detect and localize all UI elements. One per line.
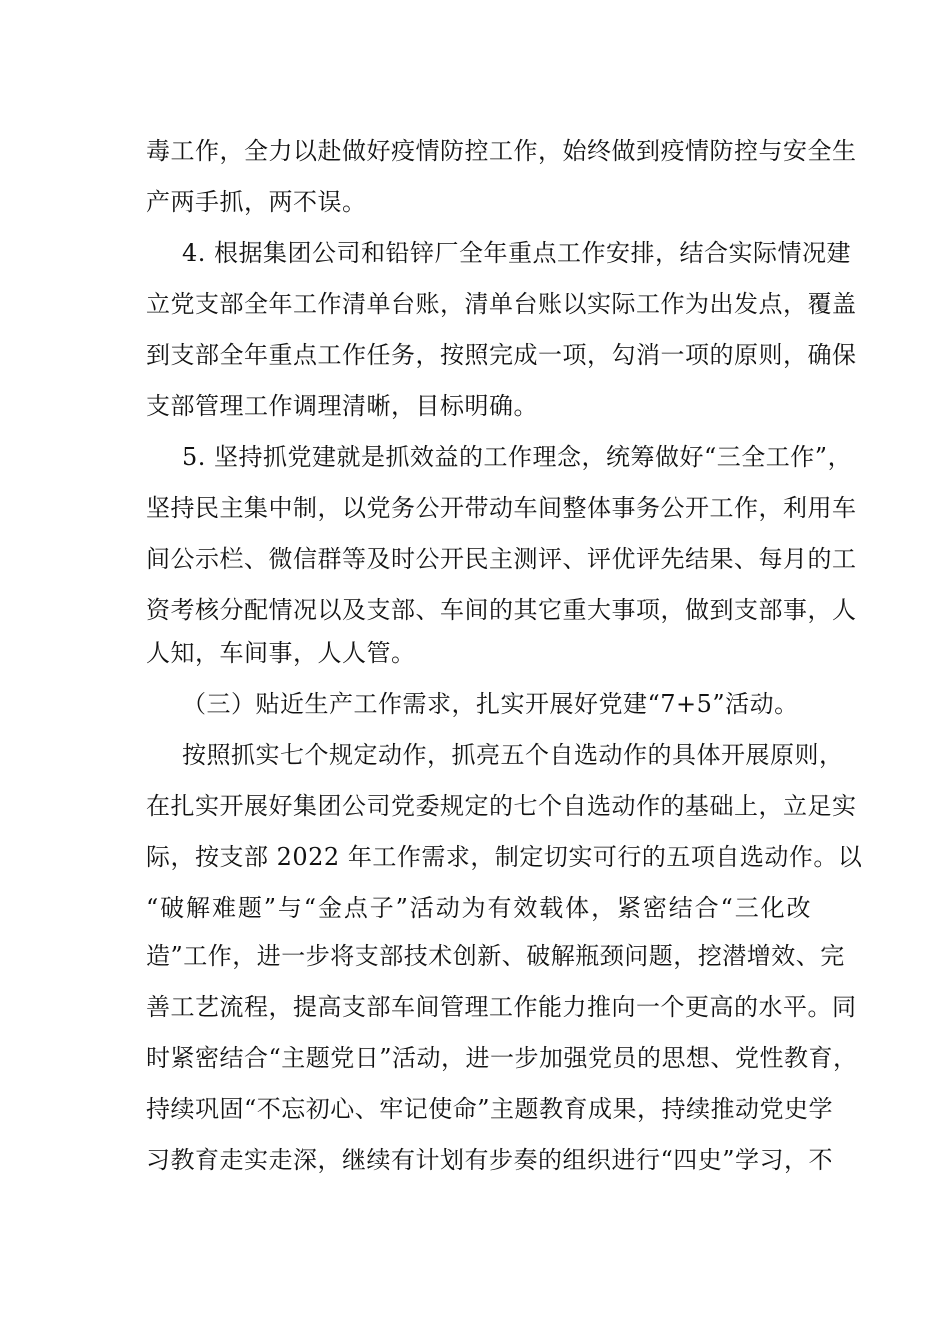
body-text-line: 人知，车间事，人人管。 xyxy=(146,639,416,667)
list-item-4-line: 4. 根据集团公司和铅锌厂全年重点工作安排，结合实际情况建 xyxy=(182,239,852,267)
body-text-line: 产两手抓，两不误。 xyxy=(146,188,367,216)
body-text-line: 在扎实开展好集团公司党委规定的七个自选动作的基础上，立足实 xyxy=(146,792,857,820)
body-text-line: 到支部全年重点工作任务，按照完成一项，勾消一项的原则，确保 xyxy=(146,341,857,369)
body-text-line: 毒工作，全力以赴做好疫情防控工作，始终做到疫情防控与安全生 xyxy=(146,137,857,165)
body-text-line: “破解难题”与“金点子”活动为有效载体，紧密结合“三化改 xyxy=(146,894,811,922)
body-text-line: 支部管理工作调理清晰，目标明确。 xyxy=(146,392,538,420)
section-heading: （三）贴近生产工作需求，扎实开展好党建“7+5”活动。 xyxy=(182,690,799,718)
body-text-line: 造”工作，进一步将支部技术创新、破解瓶颈问题，挖潜增效、完 xyxy=(146,942,845,970)
body-text-line: 持续巩固“不忘初心、牢记使命”主题教育成果，持续推动党史学 xyxy=(146,1095,834,1123)
body-text-line: 善工艺流程，提高支部车间管理工作能力推向一个更高的水平。同 xyxy=(146,993,857,1021)
body-text-line: 时紧密结合“主题党日”活动，进一步加强党员的思想、党性教育， xyxy=(146,1044,858,1072)
body-text-line: 际，按支部 2022 年工作需求，制定切实可行的五项自选动作。以 xyxy=(146,843,863,871)
body-text-line: 资考核分配情况以及支部、车间的其它重大事项，做到支部事，人 xyxy=(146,596,857,624)
body-text-line: 间公示栏、微信群等及时公开民主测评、评优评先结果、每月的工 xyxy=(146,545,857,573)
body-text-line: 按照抓实七个规定动作，抓亮五个自选动作的具体开展原则， xyxy=(182,741,844,769)
body-text-line: 坚持民主集中制，以党务公开带动车间整体事务公开工作，利用车 xyxy=(146,494,857,522)
list-item-5-line: 5. 坚持抓党建就是抓效益的工作理念，统筹做好“三全工作”， xyxy=(182,443,853,471)
body-text-line: 习教育走实走深，继续有计划有步奏的组织进行“四史”学习，不 xyxy=(146,1146,834,1174)
body-text-line: 立党支部全年工作清单台账，清单台账以实际工作为出发点，覆盖 xyxy=(146,290,857,318)
